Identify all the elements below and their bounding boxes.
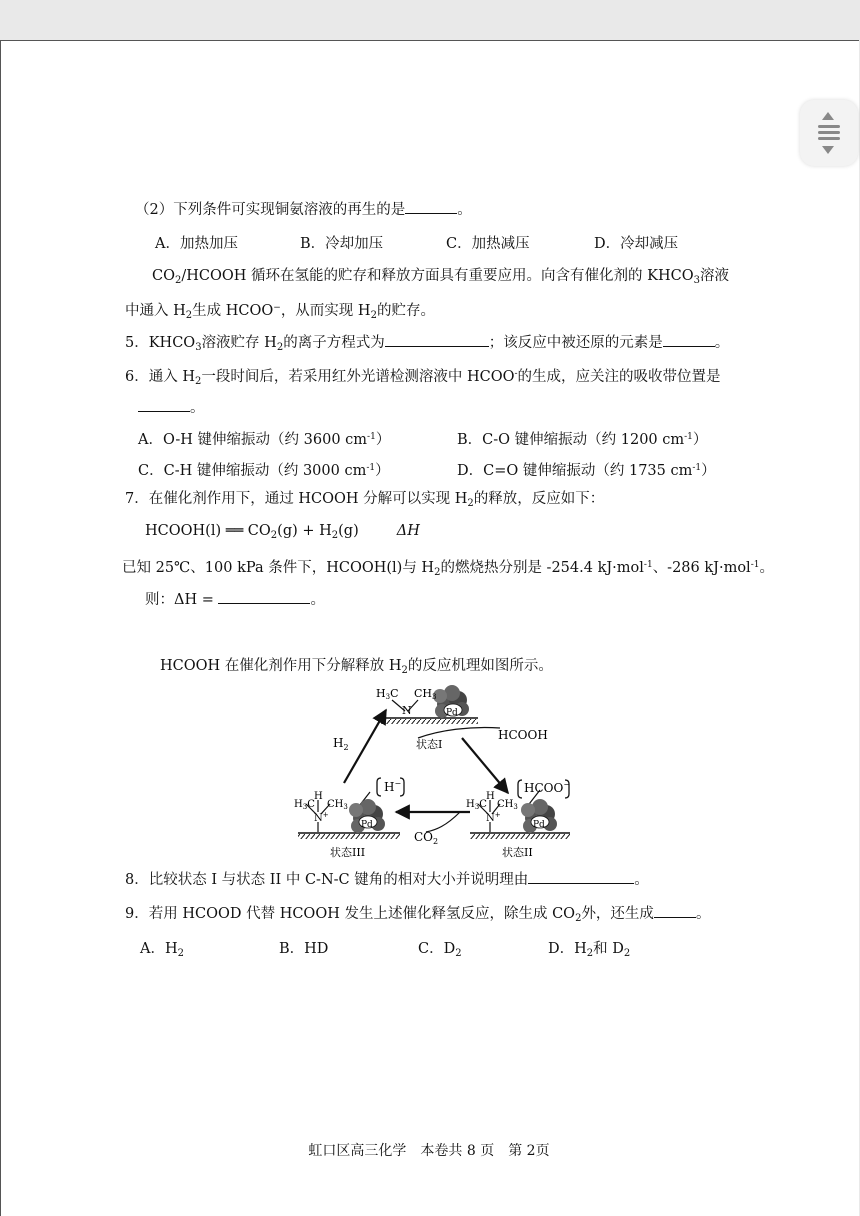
q9-option-b: B．HD (279, 941, 329, 957)
page-footer: 虹口区高三化学 本卷共 8 页 第 2页 (308, 1143, 550, 1159)
q2-option-d: D．冷却减压 (594, 236, 679, 252)
intro-line-1: $CO_2$/HCOOH 循环在氢能的贮存和释放方面具有重要应用。向含有催化剂的 $KHCO_3$溶液 (152, 268, 729, 286)
pd-label: Pd (533, 820, 545, 830)
state-2-label: 状态II (502, 846, 533, 859)
q9-option-c: C．$D_2$ (418, 941, 462, 959)
co2-label: $CO_2$ (414, 830, 439, 846)
state-3-methyl-label: $H_3C$ (294, 799, 315, 811)
state-3-h-label: H (314, 791, 323, 802)
state-2-nitrogen: N+ (486, 811, 501, 824)
q2-option-a: A．加热加压 (155, 236, 238, 252)
state-3-methyl-label: $CH_3$ (327, 799, 348, 811)
q2-option-c: C．加热减压 (446, 236, 530, 252)
state-1-methyl-label: CH3 (414, 687, 437, 701)
state-2-h-label: H (486, 791, 495, 802)
question-7: 7．在催化剂作用下，通过 HCOOH 分解可以实现 $H_2$的释放，反应如下： (125, 491, 605, 509)
arrow-state1-to-state2 (462, 738, 508, 793)
hcoo-label: HCOO− (524, 780, 571, 795)
state-1-label: 状态I (416, 738, 443, 751)
q9-option-a: A．$H_2$ (140, 941, 184, 959)
q9-option-d: D．$H_2$和 $D_2$ (548, 941, 631, 959)
h2-label: $H_2$ (333, 736, 349, 752)
q7-known: 已知 25℃、100 kPa 条件下，HCOOH(l)与 $H_2$的燃烧热分别是 -254.4 kJ·mol$^{-1}$、-286 kJ·mol$^{-1}$。 (122, 560, 774, 578)
answer-blank (654, 903, 696, 918)
pd-label: Pd (446, 708, 458, 718)
question-8: 8．比较状态 I 与状态 II 中 C-N-C 键角的相对大小并说明理由 。 (125, 869, 649, 890)
question-6-blank: 。 (138, 397, 205, 418)
intro-line-2: 中通入 $H_2$生成 HCOO−，从而实现 $H_2$的贮存。 (125, 303, 435, 321)
answer-blank (528, 869, 634, 884)
state-3-nitrogen: N+ (314, 811, 329, 824)
hydride-label: H− (384, 779, 402, 794)
state-1-nitrogen: N (402, 704, 412, 717)
q2-stem: （2）下列条件可实现铜氨溶液的再生的是 。 (135, 199, 472, 220)
q7-equation: HCOOH(l) ══ $CO_2(g) + H_2(g)$ ΔH (145, 523, 420, 541)
q6-option-d: D．C=O 键伸缩振动（约 1735 $cm^{-1}$） (457, 463, 716, 479)
arrow-state3-to-state1 (344, 710, 386, 783)
question-5: 5．$KHCO_3$溶液贮存 $H_2$的离子方程式为 ；该反应中被还原的元素是 。 (125, 332, 729, 358)
q2-option-b: B．冷却加压 (300, 236, 384, 252)
q6-option-c: C．C-H 键伸缩振动（约 3000 $cm^{-1}$） (138, 463, 390, 479)
question-6: 6．通入 $H_2$一段时间后，若采用红外光谱检测溶液中 HCOO-的生成，应关注的吸收带位置是 (125, 369, 721, 387)
state-3-label: 状态III (330, 846, 366, 859)
mechanism-caption: HCOOH 在催化剂作用下分解释放 $H_2$的反应机理如图所示。 (160, 658, 553, 676)
q6-option-a: A．O-H 键伸缩振动（约 3600 $cm^{-1}$） (138, 432, 391, 448)
q7-answer: 则：ΔH = 。 (145, 589, 325, 610)
q6-option-b: B．C-O 键伸缩振动（约 1200 $cm^{-1}$） (457, 432, 708, 448)
question-9: 9．若用 HCOOD 代替 HCOOH 发生上述催化释氢反应，除生成 $CO_2$外，还生成 。 (125, 903, 710, 929)
state-1-methyl-label: H3C (376, 687, 399, 701)
state-2-methyl-label: $H_3C$ (466, 799, 487, 811)
state-2-methyl-label: $CH_3$ (497, 799, 518, 811)
pd-label: Pd (361, 820, 373, 830)
hcooh-label: HCOOH (498, 728, 548, 742)
